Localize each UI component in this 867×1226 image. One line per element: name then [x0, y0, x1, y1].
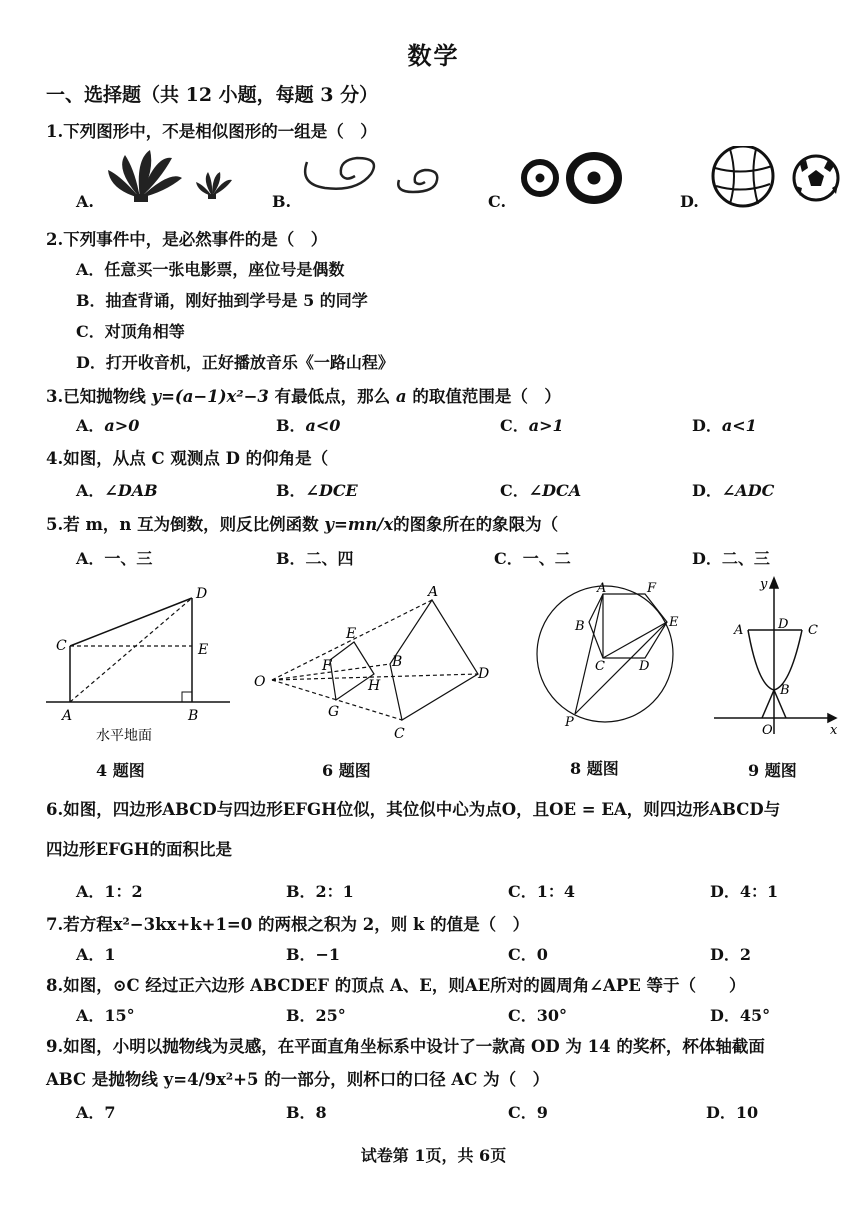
- q4-option-b: B．∠DCE: [276, 481, 358, 500]
- question-9-stem-line2: ABC 是抛物线 y=4/9x²+5 的一部分，则杯口的口径 AC 为（ ）: [46, 1070, 550, 1089]
- q2-option-d: D．打开收音机，正好播放音乐《一路山程》: [76, 353, 394, 372]
- fig4-label-d: D: [196, 586, 208, 602]
- fig8-label-b: B: [575, 619, 585, 634]
- q1-nine-shapes-picture: [518, 152, 628, 204]
- q8-option-b: B．25°: [286, 1006, 346, 1025]
- q3-stem-part1: 3.已知抛物线: [46, 387, 152, 406]
- question-4-stem: 4.如图，从点 C 观测点 D 的仰角是（: [46, 449, 329, 468]
- figure-4-caption: 4 题图: [96, 761, 145, 780]
- fig9-label-d: D: [778, 617, 789, 632]
- q6-option-d: D．4：1: [710, 882, 779, 901]
- q5-option-b: B．二、四: [276, 549, 354, 568]
- figure-8-caption: 8 题图: [570, 759, 619, 778]
- q2-option-c: C．对顶角相等: [76, 322, 185, 341]
- fig6-label-b: B: [392, 654, 403, 670]
- q8-option-d: D．45°: [710, 1006, 771, 1025]
- q8-option-c: C．30°: [508, 1006, 568, 1025]
- section-heading: 一、选择题（共 12 小题，每题 3 分）: [46, 84, 379, 106]
- fig6-label-h: H: [368, 678, 381, 694]
- q9-option-b: B．8: [286, 1103, 327, 1122]
- figure-6-diagram: [250, 586, 500, 746]
- q5-stem-part2: 的图象所在的象限为（: [393, 515, 559, 534]
- q6-option-a: A．1：2: [76, 882, 143, 901]
- fig4-label-e: E: [198, 642, 209, 658]
- fig8-label-e: E: [669, 615, 679, 630]
- figure-9-diagram: [708, 574, 848, 744]
- q1-shell-picture: [100, 150, 250, 210]
- q3-stem-part2: 有最低点，那么: [268, 387, 396, 406]
- figure-8-diagram: [535, 580, 685, 730]
- fig6-label-c: C: [394, 726, 405, 742]
- question-2-stem: 2.下列事件中，是必然事件的是（ ）: [46, 230, 328, 249]
- q1-spiral-picture: [295, 152, 455, 202]
- fig9-label-c: C: [808, 623, 818, 638]
- fig4-label-c: C: [56, 638, 67, 654]
- q9-option-d: D．10: [706, 1103, 759, 1122]
- q2-option-a: A．任意买一张电影票，座位号是偶数: [76, 260, 345, 279]
- q3-stem-variable: a: [395, 387, 407, 406]
- q5-option-d: D．二、三: [692, 549, 770, 568]
- fig6-label-g: G: [328, 704, 340, 720]
- fig9-label-o: O: [762, 723, 773, 738]
- q1-option-d: D.: [680, 192, 699, 211]
- q3-option-a: A．a>0: [76, 416, 140, 435]
- question-8-stem: 8.如图，⊙C 经过正六边形 ABCDEF 的顶点 A、E，则AE所对的圆周角∠APE 等于（ ）: [46, 976, 746, 995]
- question-3-stem: [46, 383, 561, 407]
- fig8-label-c: C: [595, 659, 605, 674]
- q9-option-a: A．7: [76, 1103, 116, 1122]
- question-9-stem-line1: 9.如图，小明以抛物线为灵感，在平面直角坐标系中设计了一款高 OD 为 14 的奖杯，杯体轴截面: [46, 1037, 765, 1056]
- figure-9-caption: 9 题图: [748, 761, 797, 780]
- q5-option-c: C．一、二: [494, 549, 571, 568]
- fig9-label-a: A: [734, 623, 744, 638]
- q8-option-a: A．15°: [76, 1006, 135, 1025]
- figure-4-diagram: [40, 580, 230, 750]
- q1-balls-picture: [710, 146, 840, 210]
- fig8-label-f: F: [647, 581, 657, 596]
- q4-option-c: C．∠DCA: [500, 481, 582, 500]
- q1-option-c: C.: [488, 192, 507, 211]
- page-footer: 试卷第 1页，共 6页: [360, 1146, 507, 1165]
- q6-option-c: C．1：4: [508, 882, 576, 901]
- figure-6-caption: 6 题图: [322, 761, 371, 780]
- question-5-stem: [46, 511, 558, 535]
- q7-option-b: B．−1: [286, 945, 341, 964]
- fig9-label-y: y: [760, 577, 768, 592]
- q7-option-c: C．0: [508, 945, 548, 964]
- fig9-label-b: B: [780, 683, 790, 698]
- q1-option-a: A.: [76, 192, 94, 211]
- question-1-stem: 1.下列图形中，不是相似图形的一组是（ ）: [46, 122, 377, 141]
- question-6-stem-line2: 四边形EFGH的面积比是: [46, 840, 232, 859]
- fig6-label-o: O: [254, 674, 266, 690]
- q2-option-b: B．抽查背诵，刚好抽到学号是 5 的同学: [76, 291, 368, 310]
- q5-option-a: A．一、三: [76, 549, 153, 568]
- q3-stem-part3: 的取值范围是（ ）: [406, 387, 561, 406]
- q1-option-b: B.: [272, 192, 292, 211]
- q3-option-d: D．a<1: [692, 416, 757, 435]
- question-7-stem: 7.若方程x²−3kx+k+1=0 的两根之积为 2，则 k 的值是（ ）: [46, 915, 530, 934]
- fig4-ground-label: 水平地面: [96, 728, 152, 744]
- q7-option-a: A．1: [76, 945, 116, 964]
- fig8-label-d: D: [639, 659, 650, 674]
- q5-stem-part1: 5.若 m，n 互为倒数，则反比例函数: [46, 515, 325, 534]
- fig6-label-e: E: [346, 626, 357, 642]
- fig6-label-d: D: [478, 666, 490, 682]
- q5-stem-function: y=mn/x: [324, 515, 394, 534]
- fig6-label-f: F: [322, 658, 332, 674]
- fig8-label-p: P: [565, 715, 574, 730]
- q3-stem-equation: y=(a−1)x²−3: [151, 387, 269, 406]
- q4-option-a: A．∠DAB: [76, 481, 158, 500]
- q7-option-d: D．2: [710, 945, 752, 964]
- fig4-label-a: A: [62, 708, 73, 724]
- fig6-label-a: A: [428, 586, 439, 600]
- q6-option-b: B．2：1: [286, 882, 354, 901]
- fig4-label-b: B: [188, 708, 199, 724]
- q3-option-c: C．a>1: [500, 416, 564, 435]
- q9-option-c: C．9: [508, 1103, 548, 1122]
- question-6-stem-line1: 6.如图，四边形ABCD与四边形EFGH位似，其位似中心为点O，且OE = EA，则四边形ABCD与: [46, 800, 781, 819]
- fig9-label-x: x: [830, 723, 838, 738]
- page-title: 数学: [407, 41, 460, 70]
- q3-option-b: B．a<0: [276, 416, 341, 435]
- fig8-label-a: A: [597, 581, 607, 596]
- q4-option-d: D．∠ADC: [692, 481, 775, 500]
